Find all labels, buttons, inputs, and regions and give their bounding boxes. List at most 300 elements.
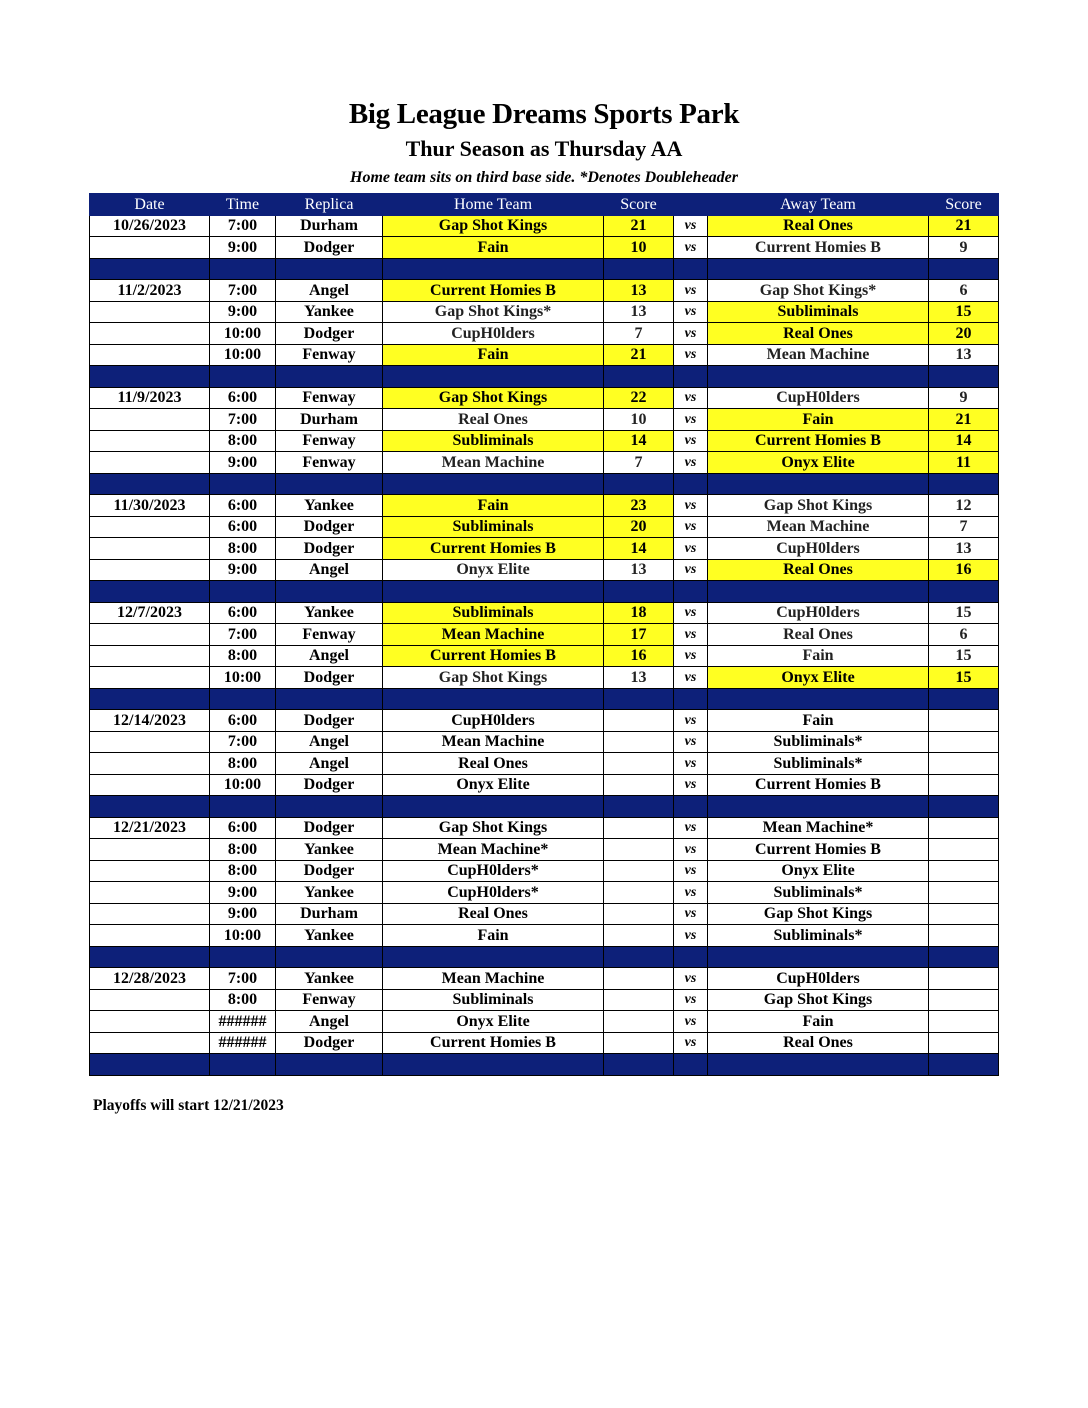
date-cell — [90, 430, 210, 452]
field-cell: Yankee — [276, 839, 383, 861]
separator-cell — [210, 796, 276, 818]
separator-cell — [929, 688, 999, 710]
date-cell — [90, 731, 210, 753]
separator-cell — [604, 946, 674, 968]
field-cell: Dodger — [276, 538, 383, 560]
away-team-cell: Subliminals — [708, 301, 929, 323]
game-row — [90, 817, 999, 839]
home-team-cell: Onyx Elite — [383, 559, 604, 581]
away-team-cell: Subliminals* — [708, 753, 929, 775]
away-score-cell — [929, 839, 999, 861]
time-cell: 10:00 — [210, 774, 276, 796]
separator-cell — [90, 946, 210, 968]
separator-cell — [383, 946, 604, 968]
game-row — [90, 925, 999, 947]
game-row — [90, 731, 999, 753]
field-cell: Fenway — [276, 989, 383, 1011]
date-cell: 11/2/2023 — [90, 280, 210, 302]
game-row — [90, 430, 999, 452]
field-cell: Dodger — [276, 774, 383, 796]
game-row — [90, 516, 999, 538]
away-team-cell: Mean Machine — [708, 516, 929, 538]
vs-cell: vs — [674, 860, 708, 882]
away-score-cell: 14 — [929, 430, 999, 452]
separator-cell — [929, 946, 999, 968]
vs-cell: vs — [674, 495, 708, 517]
field-cell: Durham — [276, 903, 383, 925]
date-cell — [90, 538, 210, 560]
date-cell — [90, 645, 210, 667]
separator-cell — [383, 1054, 604, 1076]
separator-cell — [674, 581, 708, 603]
week-separator-row — [90, 946, 999, 968]
away-score-cell — [929, 989, 999, 1011]
separator-cell — [929, 581, 999, 603]
separator-cell — [604, 366, 674, 388]
separator-cell — [383, 796, 604, 818]
vs-cell: vs — [674, 1032, 708, 1054]
home-score-cell — [604, 968, 674, 990]
home-score-cell: 10 — [604, 409, 674, 431]
away-team-cell: Real Ones — [708, 215, 929, 237]
date-cell — [90, 301, 210, 323]
home-team-cell: Gap Shot Kings — [383, 387, 604, 409]
vs-cell: vs — [674, 774, 708, 796]
away-score-cell — [929, 710, 999, 732]
separator-cell — [604, 688, 674, 710]
date-cell — [90, 774, 210, 796]
home-team-cell: Gap Shot Kings — [383, 817, 604, 839]
away-score-cell: 15 — [929, 301, 999, 323]
time-cell: 7:00 — [210, 624, 276, 646]
home-team-cell: Fain — [383, 344, 604, 366]
game-row — [90, 753, 999, 775]
home-team-cell: Current Homies B — [383, 538, 604, 560]
separator-cell — [276, 581, 383, 603]
away-team-cell: Gap Shot Kings — [708, 989, 929, 1011]
away-score-cell: 9 — [929, 387, 999, 409]
home-score-cell: 13 — [604, 301, 674, 323]
vs-cell: vs — [674, 710, 708, 732]
separator-cell — [604, 796, 674, 818]
home-team-cell: Gap Shot Kings* — [383, 301, 604, 323]
separator-cell — [90, 473, 210, 495]
game-row — [90, 1011, 999, 1033]
field-cell: Fenway — [276, 452, 383, 474]
home-team-cell: Mean Machine — [383, 452, 604, 474]
home-score-cell — [604, 839, 674, 861]
away-team-cell: CupH0lders — [708, 968, 929, 990]
separator-cell — [674, 688, 708, 710]
home-team-cell: Subliminals — [383, 602, 604, 624]
away-team-cell: Subliminals* — [708, 731, 929, 753]
game-row — [90, 602, 999, 624]
home-score-cell: 18 — [604, 602, 674, 624]
date-cell — [90, 989, 210, 1011]
home-score-cell: 21 — [604, 215, 674, 237]
away-team-cell: Current Homies B — [708, 237, 929, 259]
separator-cell — [674, 946, 708, 968]
home-score-cell — [604, 817, 674, 839]
game-row — [90, 968, 999, 990]
away-score-cell: 12 — [929, 495, 999, 517]
home-team-cell: Onyx Elite — [383, 1011, 604, 1033]
home-team-cell: Subliminals — [383, 989, 604, 1011]
field-cell: Yankee — [276, 495, 383, 517]
date-cell — [90, 860, 210, 882]
away-team-cell: Onyx Elite — [708, 860, 929, 882]
vs-cell: vs — [674, 280, 708, 302]
col-date-header: Date — [90, 194, 210, 216]
separator-cell — [210, 946, 276, 968]
date-cell: 10/26/2023 — [90, 215, 210, 237]
schedule-table — [89, 193, 999, 1076]
date-cell — [90, 516, 210, 538]
home-team-cell: Mean Machine — [383, 624, 604, 646]
separator-cell — [210, 1054, 276, 1076]
home-team-cell: CupH0lders — [383, 710, 604, 732]
home-team-cell: CupH0lders — [383, 323, 604, 345]
separator-cell — [90, 1054, 210, 1076]
away-team-cell: Real Ones — [708, 559, 929, 581]
game-row — [90, 624, 999, 646]
header-row — [90, 194, 999, 216]
home-score-cell: 17 — [604, 624, 674, 646]
game-row — [90, 387, 999, 409]
field-cell: Fenway — [276, 624, 383, 646]
home-score-cell — [604, 1032, 674, 1054]
home-score-cell: 7 — [604, 452, 674, 474]
home-score-cell — [604, 774, 674, 796]
home-team-cell: Subliminals — [383, 430, 604, 452]
away-team-cell: Current Homies B — [708, 839, 929, 861]
separator-cell — [210, 258, 276, 280]
away-team-cell: Subliminals* — [708, 925, 929, 947]
time-cell: ###### — [210, 1011, 276, 1033]
time-cell: 8:00 — [210, 860, 276, 882]
game-row — [90, 237, 999, 259]
vs-cell: vs — [674, 301, 708, 323]
away-score-cell: 6 — [929, 280, 999, 302]
time-cell: 6:00 — [210, 817, 276, 839]
col-time-header: Time — [210, 194, 276, 216]
game-row — [90, 215, 999, 237]
vs-cell: vs — [674, 1011, 708, 1033]
home-team-cell: Current Homies B — [383, 280, 604, 302]
vs-cell: vs — [674, 968, 708, 990]
vs-cell: vs — [674, 559, 708, 581]
away-score-cell: 11 — [929, 452, 999, 474]
time-cell: 8:00 — [210, 645, 276, 667]
away-team-cell: Gap Shot Kings* — [708, 280, 929, 302]
home-score-cell — [604, 882, 674, 904]
date-cell — [90, 344, 210, 366]
date-cell — [90, 925, 210, 947]
game-row — [90, 860, 999, 882]
separator-cell — [708, 688, 929, 710]
week-separator-row — [90, 366, 999, 388]
home-score-cell — [604, 903, 674, 925]
page-subtitle: Thur Season as Thursday AA — [405, 136, 683, 161]
field-cell: Fenway — [276, 387, 383, 409]
game-row — [90, 559, 999, 581]
date-cell: 11/30/2023 — [90, 495, 210, 517]
vs-cell: vs — [674, 731, 708, 753]
separator-cell — [604, 1054, 674, 1076]
time-cell: 10:00 — [210, 344, 276, 366]
date-cell — [90, 237, 210, 259]
vs-cell: vs — [674, 624, 708, 646]
col-away-team-header: Away Team — [708, 194, 929, 216]
date-cell — [90, 753, 210, 775]
date-cell: 12/28/2023 — [90, 968, 210, 990]
away-team-cell: Real Ones — [708, 1032, 929, 1054]
home-team-cell: Mean Machine — [383, 968, 604, 990]
away-score-cell: 13 — [929, 344, 999, 366]
separator-cell — [604, 258, 674, 280]
field-cell: Yankee — [276, 882, 383, 904]
away-score-cell — [929, 753, 999, 775]
date-cell — [90, 323, 210, 345]
home-team-cell: Real Ones — [383, 409, 604, 431]
field-cell: Dodger — [276, 323, 383, 345]
time-cell: ###### — [210, 1032, 276, 1054]
away-score-cell: 20 — [929, 323, 999, 345]
game-row — [90, 452, 999, 474]
field-cell: Dodger — [276, 860, 383, 882]
vs-cell: vs — [674, 882, 708, 904]
game-row — [90, 667, 999, 689]
separator-cell — [276, 366, 383, 388]
home-team-cell: Current Homies B — [383, 645, 604, 667]
separator-cell — [708, 796, 929, 818]
away-team-cell: CupH0lders — [708, 387, 929, 409]
away-team-cell: Fain — [708, 1011, 929, 1033]
separator-cell — [90, 366, 210, 388]
separator-cell — [674, 366, 708, 388]
game-row — [90, 1032, 999, 1054]
field-cell: Dodger — [276, 667, 383, 689]
field-cell: Angel — [276, 645, 383, 667]
away-team-cell: CupH0lders — [708, 602, 929, 624]
week-separator-row — [90, 796, 999, 818]
game-row — [90, 538, 999, 560]
date-cell: 11/9/2023 — [90, 387, 210, 409]
separator-cell — [90, 258, 210, 280]
away-score-cell — [929, 774, 999, 796]
home-team-cell: Subliminals — [383, 516, 604, 538]
field-cell: Angel — [276, 731, 383, 753]
field-cell: Angel — [276, 1011, 383, 1033]
field-cell: Dodger — [276, 817, 383, 839]
separator-cell — [929, 366, 999, 388]
away-team-cell: Real Ones — [708, 624, 929, 646]
time-cell: 10:00 — [210, 667, 276, 689]
game-row — [90, 280, 999, 302]
separator-cell — [210, 688, 276, 710]
separator-cell — [708, 1054, 929, 1076]
vs-cell: vs — [674, 409, 708, 431]
separator-cell — [210, 473, 276, 495]
field-cell: Durham — [276, 215, 383, 237]
separator-cell — [210, 581, 276, 603]
vs-cell: vs — [674, 602, 708, 624]
week-separator-row — [90, 581, 999, 603]
separator-cell — [929, 258, 999, 280]
home-team-cell: Gap Shot Kings — [383, 667, 604, 689]
date-cell — [90, 559, 210, 581]
time-cell: 6:00 — [210, 602, 276, 624]
home-score-cell: 10 — [604, 237, 674, 259]
date-cell — [90, 1011, 210, 1033]
separator-cell — [604, 473, 674, 495]
home-team-cell: Mean Machine* — [383, 839, 604, 861]
week-separator-row — [90, 473, 999, 495]
time-cell: 8:00 — [210, 839, 276, 861]
col-home-team-header: Home Team — [383, 194, 604, 216]
time-cell: 8:00 — [210, 430, 276, 452]
away-score-cell — [929, 817, 999, 839]
field-cell: Fenway — [276, 344, 383, 366]
time-cell: 9:00 — [210, 452, 276, 474]
away-score-cell — [929, 1032, 999, 1054]
separator-cell — [90, 581, 210, 603]
time-cell: 7:00 — [210, 280, 276, 302]
time-cell: 8:00 — [210, 989, 276, 1011]
col-away-score-header: Score — [929, 194, 999, 216]
separator-cell — [383, 258, 604, 280]
home-score-cell — [604, 753, 674, 775]
away-team-cell: Current Homies B — [708, 430, 929, 452]
home-team-cell: Real Ones — [383, 903, 604, 925]
time-cell: 9:00 — [210, 882, 276, 904]
vs-cell: vs — [674, 989, 708, 1011]
vs-cell: vs — [674, 753, 708, 775]
home-team-cell: Mean Machine — [383, 731, 604, 753]
date-cell — [90, 903, 210, 925]
home-team-cell: Fain — [383, 495, 604, 517]
separator-cell — [383, 366, 604, 388]
separator-cell — [383, 688, 604, 710]
separator-cell — [929, 1054, 999, 1076]
time-cell: 7:00 — [210, 409, 276, 431]
away-score-cell — [929, 860, 999, 882]
vs-cell: vs — [674, 387, 708, 409]
time-cell: 8:00 — [210, 753, 276, 775]
separator-cell — [383, 473, 604, 495]
away-team-cell: Mean Machine* — [708, 817, 929, 839]
home-score-cell: 14 — [604, 430, 674, 452]
away-score-cell: 9 — [929, 237, 999, 259]
playoffs-note: Playoffs will start 12/21/2023 — [93, 1097, 284, 1114]
time-cell: 6:00 — [210, 516, 276, 538]
field-cell: Angel — [276, 753, 383, 775]
date-cell — [90, 1032, 210, 1054]
vs-cell: vs — [674, 323, 708, 345]
col-vs-header — [674, 194, 708, 216]
date-cell: 12/21/2023 — [90, 817, 210, 839]
vs-cell: vs — [674, 538, 708, 560]
date-cell — [90, 452, 210, 474]
home-score-cell: 14 — [604, 538, 674, 560]
away-team-cell: Fain — [708, 710, 929, 732]
separator-cell — [929, 473, 999, 495]
field-cell: Dodger — [276, 710, 383, 732]
away-team-cell: Subliminals* — [708, 882, 929, 904]
field-cell: Angel — [276, 559, 383, 581]
vs-cell: vs — [674, 237, 708, 259]
vs-cell: vs — [674, 667, 708, 689]
time-cell: 6:00 — [210, 387, 276, 409]
separator-cell — [708, 366, 929, 388]
home-score-cell: 23 — [604, 495, 674, 517]
game-row — [90, 903, 999, 925]
away-score-cell — [929, 882, 999, 904]
away-score-cell: 7 — [929, 516, 999, 538]
away-score-cell — [929, 903, 999, 925]
game-row — [90, 645, 999, 667]
separator-cell — [276, 258, 383, 280]
vs-cell: vs — [674, 430, 708, 452]
away-score-cell: 21 — [929, 215, 999, 237]
time-cell: 9:00 — [210, 559, 276, 581]
game-row — [90, 495, 999, 517]
home-score-cell: 13 — [604, 559, 674, 581]
separator-cell — [383, 581, 604, 603]
separator-cell — [276, 946, 383, 968]
home-team-cell: CupH0lders* — [383, 882, 604, 904]
time-cell: 6:00 — [210, 495, 276, 517]
game-row — [90, 323, 999, 345]
home-team-cell: Current Homies B — [383, 1032, 604, 1054]
field-cell: Fenway — [276, 430, 383, 452]
time-cell: 8:00 — [210, 538, 276, 560]
date-cell: 12/14/2023 — [90, 710, 210, 732]
col-replica-header: Replica — [276, 194, 383, 216]
separator-cell — [708, 581, 929, 603]
separator-cell — [708, 473, 929, 495]
game-row — [90, 301, 999, 323]
game-row — [90, 774, 999, 796]
field-cell: Dodger — [276, 237, 383, 259]
home-score-cell: 21 — [604, 344, 674, 366]
time-cell: 9:00 — [210, 301, 276, 323]
home-team-cell: Real Ones — [383, 753, 604, 775]
home-score-cell — [604, 1011, 674, 1033]
vs-cell: vs — [674, 344, 708, 366]
vs-cell: vs — [674, 452, 708, 474]
separator-cell — [276, 473, 383, 495]
away-team-cell: Gap Shot Kings — [708, 903, 929, 925]
home-score-cell: 16 — [604, 645, 674, 667]
field-cell: Yankee — [276, 301, 383, 323]
schedule-body — [90, 215, 999, 1075]
separator-cell — [276, 796, 383, 818]
vs-cell: vs — [674, 516, 708, 538]
time-cell: 7:00 — [210, 215, 276, 237]
separator-cell — [929, 796, 999, 818]
vs-cell: vs — [674, 839, 708, 861]
game-row — [90, 409, 999, 431]
field-cell: Dodger — [276, 516, 383, 538]
away-score-cell — [929, 731, 999, 753]
away-score-cell: 15 — [929, 645, 999, 667]
away-score-cell: 16 — [929, 559, 999, 581]
vs-cell: vs — [674, 925, 708, 947]
away-team-cell: CupH0lders — [708, 538, 929, 560]
home-score-cell — [604, 989, 674, 1011]
time-cell: 10:00 — [210, 925, 276, 947]
